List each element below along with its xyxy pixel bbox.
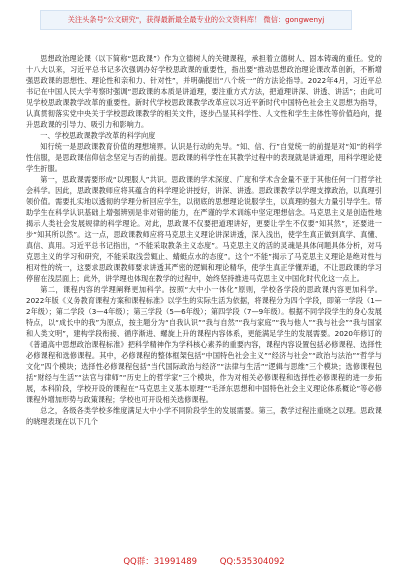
qq-group-text: QQ群：31991489 — [123, 557, 198, 567]
intro-paragraph: 思想政治理论课（以下简称“思政课”）作为立德树人的关键课程，承担着立德树人、固本铸魂的重任。党的十八大以来，习近平总书记多次强调办好学校思政课的重要性，指出要“推动思想政治理论课改革创新，不断增强思政课的思想性、理论性和亲和力、针对性”，并明确提出“八个统一”的方法论指导。2022年4月，习近平总书记在中国人民大学考察时强调“思政课的本质是讲道理，要注重方式方法，把道理讲深、讲透、讲活”；由此可见学校思政课教学改革的重要性。新时代学校思政课教学改革应以习近平新时代中国特色社会主义思想为指导，认真贯彻落实党中央关于学校思政课教学的相关文件，逐步凸显其科学性、人文性和学生主体性等价值趋向，提升思政课的引导力、吸引力和影响力。 — [26, 54, 382, 129]
section-heading: 一、学校思政课教学改革的科学向度 — [40, 131, 156, 140]
body-paragraph: 知行统一是思政课教育价值的理想境界。认识是行动的先导。“知、信、行”自觉统一的前提是对“知”的科学性信服，是思政课信仰信念坚定与否的前提。思政课的科学性在其教学过程中的表现就是讲道理，用科学理论使学生折服。 — [26, 142, 382, 173]
body-paragraph: 第二，课程内容的学理阐释更加科学。按照“大中小一体化”原则，学校各学段的思政课内容更加科学。2022年版《义务教育课程方案和课程标准》以学生的实际生活为依据，将课程分为四个学段，即第一学段（1—2年级）；第二学段（3—4年级）；第三学段（5—6年级）；第四学段（7—9年级）。根据不同学段学生的身心发展特点，以“成长中的我”为原点，按主题分为“自我认识”“我与自然”“我与家庭”“我与他人”“我与社会”“我与国家和人类文明”，建构学段衔接、循序渐进、螺旋上升的课程内容体系，更能满足学生的发展需要。2020年修订的《普通高中思想政治课程标准》把科学精神作为学科核心素养的重要内容，课程内容设置包括必修课程、选择性必修课程和选修课程。其中，必修课程的整体框架包括“中国特色社会主义”“经济与社会”“政治与法治”“哲学与文化”四个模块；选择性必修课程包括“当代国际政治与经济”“法律与生活”“逻辑与思维”三个模块；选修课程包括“财经与生活”“法官与律师”“历史上的哲学家”三个模块，作为对相关必修课程和选择性必修课程的进一步拓展，本科阶段，学校开设的课程在“马克思主义基本原理”“毛泽东思想和中国特色社会主义理论体系概论”等必修课程外增加形势与政策课程；学校也可开设相关选修课程。 — [26, 285, 382, 404]
body-paragraph: 总之，各级各类学校多维度满足大中小学不同阶段学生的发展需要。第三，教学过程注重晓之以理。思政课的晓理表现在以下几个 — [26, 406, 382, 426]
promo-banner[interactable]: 关注头条号"公文研究"，获得最新最全最专业的公文资料库！ 微信：gongwenyj — [40, 10, 352, 30]
qq-text: QQ:535304092 — [219, 557, 285, 567]
body-paragraph: 第一，思政课需要形成“以理服人”共识。思政课的学术深度、广度和学术含金量不亚于其他任何一门哲学社会科学。因此，思政课教师应将其蕴含的科学理论讲授好，讲深、讲透。思政课教学以学理支撑政治，以真理引领价值。需要扎实地以透彻的学理分析回应学生，以彻底的思想理论说服学生，以真理的强大力量引导学生。帮助学生在科学认识基础上增强辨别是非对错的能力，在严谨的学术训练中坚定理想信念。马克思主义是创造性地揭示人类社会发展规律的科学理论。对此，思政课不仅要把道理讲好，更要让学生不仅要“知其然”，还要进一步“知其所以然”。这一点，思政课教师应将马克思主义理论讲深讲透，深入浅出，使学生真正做到真学、真懂、真信、真用。习近平总书记指出，“不能采取教条主义态度”。马克思主义的活的灵魂是具体问题具体分析，对马克思主义的学习和研究，不能采取浅尝辄止、蜻蜓点水的态度”。这个“不能”揭示了马克思主义理论是绝对性与相对性的统一，这要求思政课教师要求讲透其严密的逻辑和理论精华，使学生真正学懂弄通，不让思政课的学习停留在浅层面上；此外，讲学理也体现在教学的过程中，始终坚持推进马克思主义中国化时代化这一点上。 — [26, 175, 382, 283]
contact-footer — [0, 554, 408, 570]
document-body — [26, 53, 382, 427]
